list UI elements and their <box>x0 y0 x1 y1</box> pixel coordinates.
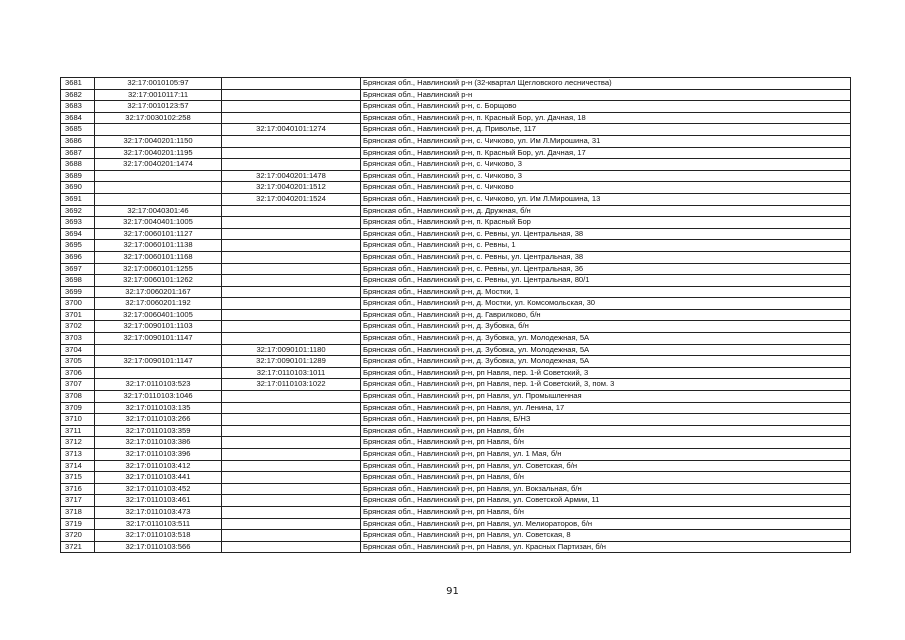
address-cell: Брянская обл., Навлинский р-н, д. Зубовка, ул. Молодежная, 5А <box>361 344 851 356</box>
row-number-cell: 3694 <box>61 228 95 240</box>
address-cell: Брянская обл., Навлинский р-н, д. Зубовка, ул. Молодежная, 5А <box>361 356 851 368</box>
cadastral-number-cell: 32:17:0110103:266 <box>95 414 222 426</box>
table-row <box>61 460 851 472</box>
cadastral-number-alt-cell <box>222 541 361 553</box>
cadastral-number-cell <box>95 124 222 136</box>
cadastral-number-alt-cell <box>222 309 361 321</box>
cadastral-number-cell: 32:17:0040201:1474 <box>95 159 222 171</box>
cadastral-number-alt-cell <box>222 530 361 542</box>
cadastral-number-cell: 32:17:0110103:441 <box>95 472 222 484</box>
cadastral-number-cell: 32:17:0110103:461 <box>95 495 222 507</box>
address-cell: Брянская обл., Навлинский р-н, д. Мостки, 1 <box>361 286 851 298</box>
cadastral-number-alt-cell <box>222 333 361 345</box>
cadastral-number-alt-cell <box>222 228 361 240</box>
address-cell: Брянская обл., Навлинский р-н, с. Чичково <box>361 182 851 194</box>
cadastral-number-cell: 32:17:0010123:57 <box>95 101 222 113</box>
row-number-cell: 3717 <box>61 495 95 507</box>
address-cell: Брянская обл., Навлинский р-н, с. Ревны, ул. Центральная, 80/1 <box>361 275 851 287</box>
address-cell: Брянская обл., Навлинский р-н, рп Навля, б/н <box>361 506 851 518</box>
cadastral-number-cell: 32:17:0060201:192 <box>95 298 222 310</box>
address-cell: Брянская обл., Навлинский р-н, рп Навля, пер. 1-й Советский, 3, пом. 3 <box>361 379 851 391</box>
cadastral-number-alt-cell: 32:17:0040201:1478 <box>222 170 361 182</box>
address-cell: Брянская обл., Навлинский р-н, рп Навля, ул. Красных Партизан, б/н <box>361 541 851 553</box>
table-row <box>61 89 851 101</box>
cadastral-number-alt-cell <box>222 425 361 437</box>
cadastral-number-cell: 32:17:0110103:1046 <box>95 391 222 403</box>
cadastral-number-cell: 32:17:0110103:518 <box>95 530 222 542</box>
table-row <box>61 530 851 542</box>
row-number-cell: 3690 <box>61 182 95 194</box>
cadastral-number-cell: 32:17:0040201:1150 <box>95 135 222 147</box>
table-row <box>61 518 851 530</box>
address-cell: Брянская обл., Навлинский р-н, рп Навля, ул. Советской Армии, 11 <box>361 495 851 507</box>
cadastral-number-alt-cell <box>222 147 361 159</box>
row-number-cell: 3684 <box>61 112 95 124</box>
cadastral-number-cell: 32:17:0060401:1005 <box>95 309 222 321</box>
row-number-cell: 3686 <box>61 135 95 147</box>
cadastral-number-alt-cell: 32:17:0040101:1274 <box>222 124 361 136</box>
row-number-cell: 3708 <box>61 391 95 403</box>
table-row <box>61 240 851 252</box>
row-number-cell: 3692 <box>61 205 95 217</box>
table-row <box>61 263 851 275</box>
row-number-cell: 3688 <box>61 159 95 171</box>
cadastral-number-alt-cell <box>222 112 361 124</box>
table-row <box>61 275 851 287</box>
cadastral-number-alt-cell <box>222 251 361 263</box>
table-row <box>61 112 851 124</box>
table-row <box>61 251 851 263</box>
cadastral-number-alt-cell <box>222 101 361 113</box>
cadastral-number-alt-cell <box>222 240 361 252</box>
cadastral-number-cell: 32:17:0040301:46 <box>95 205 222 217</box>
address-cell: Брянская обл., Навлинский р-н, с. Чичково, ул. Им Л.Мирошина, 13 <box>361 193 851 205</box>
row-number-cell: 3693 <box>61 217 95 229</box>
cadastral-number-cell: 32:17:0090101:1147 <box>95 356 222 368</box>
address-cell: Брянская обл., Навлинский р-н, с. Ревны, ул. Центральная, 36 <box>361 263 851 275</box>
row-number-cell: 3710 <box>61 414 95 426</box>
row-number-cell: 3682 <box>61 89 95 101</box>
cadastral-number-cell: 32:17:0030102:258 <box>95 112 222 124</box>
table-row <box>61 309 851 321</box>
row-number-cell: 3712 <box>61 437 95 449</box>
address-cell: Брянская обл., Навлинский р-н, п. Красный Бор, ул. Дачная, 17 <box>361 147 851 159</box>
address-cell: Брянская обл., Навлинский р-н, с. Ревны, 1 <box>361 240 851 252</box>
cadastral-number-cell: 32:17:0060101:1127 <box>95 228 222 240</box>
row-number-cell: 3711 <box>61 425 95 437</box>
row-number-cell: 3715 <box>61 472 95 484</box>
cadastral-number-alt-cell <box>222 321 361 333</box>
table-row <box>61 402 851 414</box>
registry-table-body <box>61 78 851 553</box>
cadastral-number-cell: 32:17:0110103:135 <box>95 402 222 414</box>
table-row <box>61 101 851 113</box>
cadastral-number-cell: 32:17:0110103:566 <box>95 541 222 553</box>
address-cell: Брянская обл., Навлинский р-н, рп Навля, ул. Мелиораторов, б/н <box>361 518 851 530</box>
table-row <box>61 541 851 553</box>
row-number-cell: 3720 <box>61 530 95 542</box>
cadastral-number-alt-cell: 32:17:0040201:1512 <box>222 182 361 194</box>
cadastral-number-alt-cell <box>222 506 361 518</box>
table-row <box>61 425 851 437</box>
cadastral-number-cell: 32:17:0110103:511 <box>95 518 222 530</box>
address-cell: Брянская обл., Навлинский р-н, рп Навля, б/н <box>361 437 851 449</box>
row-number-cell: 3707 <box>61 379 95 391</box>
cadastral-number-cell: 32:17:0110103:452 <box>95 483 222 495</box>
table-row <box>61 391 851 403</box>
page-number: 91 <box>446 586 459 597</box>
address-cell: Брянская обл., Навлинский р-н, д. Зубовка, б/н <box>361 321 851 333</box>
cadastral-number-cell: 32:17:0110103:396 <box>95 449 222 461</box>
table-row <box>61 124 851 136</box>
cadastral-number-cell <box>95 170 222 182</box>
table-row <box>61 414 851 426</box>
cadastral-number-cell: 32:17:0060101:1262 <box>95 275 222 287</box>
address-cell: Брянская обл., Навлинский р-н, рп Навля, пер. 1-й Советский, 3 <box>361 367 851 379</box>
row-number-cell: 3691 <box>61 193 95 205</box>
cadastral-number-alt-cell <box>222 518 361 530</box>
table-row <box>61 437 851 449</box>
cadastral-number-cell: 32:17:0010117:11 <box>95 89 222 101</box>
address-cell: Брянская обл., Навлинский р-н, рп Навля, ул. Советская, 8 <box>361 530 851 542</box>
row-number-cell: 3713 <box>61 449 95 461</box>
address-cell: Брянская обл., Навлинский р-н, д. Приволье, 117 <box>361 124 851 136</box>
row-number-cell: 3683 <box>61 101 95 113</box>
cadastral-number-alt-cell <box>222 275 361 287</box>
table-row <box>61 472 851 484</box>
address-cell: Брянская обл., Навлинский р-н, д. Гаврилково, б/н <box>361 309 851 321</box>
table-row <box>61 78 851 90</box>
registry-table <box>60 77 851 553</box>
table-row <box>61 333 851 345</box>
address-cell: Брянская обл., Навлинский р-н, с. Борщово <box>361 101 851 113</box>
address-cell: Брянская обл., Навлинский р-н, д. Дружная, б/н <box>361 205 851 217</box>
cadastral-number-cell: 32:17:0090101:1103 <box>95 321 222 333</box>
table-row <box>61 344 851 356</box>
cadastral-number-alt-cell <box>222 286 361 298</box>
row-number-cell: 3704 <box>61 344 95 356</box>
address-cell: Брянская обл., Навлинский р-н, с. Чичково, 3 <box>361 159 851 171</box>
cadastral-number-cell: 32:17:0110103:523 <box>95 379 222 391</box>
cadastral-number-alt-cell: 32:17:0040201:1524 <box>222 193 361 205</box>
row-number-cell: 3718 <box>61 506 95 518</box>
address-cell: Брянская обл., Навлинский р-н, п. Красный Бор, ул. Дачная, 18 <box>361 112 851 124</box>
cadastral-number-cell: 32:17:0110103:359 <box>95 425 222 437</box>
cadastral-number-cell: 32:17:0040401:1005 <box>95 217 222 229</box>
table-row <box>61 135 851 147</box>
address-cell: Брянская обл., Навлинский р-н, д. Мостки, ул. Комсомольская, 30 <box>361 298 851 310</box>
cadastral-number-cell: 32:17:0040201:1195 <box>95 147 222 159</box>
cadastral-number-alt-cell <box>222 483 361 495</box>
address-cell: Брянская обл., Навлинский р-н, рп Навля, б/н <box>361 472 851 484</box>
row-number-cell: 3706 <box>61 367 95 379</box>
cadastral-number-alt-cell <box>222 449 361 461</box>
cadastral-number-alt-cell <box>222 78 361 90</box>
row-number-cell: 3702 <box>61 321 95 333</box>
table-row <box>61 217 851 229</box>
cadastral-number-alt-cell: 32:17:0110103:1022 <box>222 379 361 391</box>
address-cell: Брянская обл., Навлинский р-н, рп Навля, ул. 1 Мая, б/н <box>361 449 851 461</box>
row-number-cell: 3700 <box>61 298 95 310</box>
address-cell: Брянская обл., Навлинский р-н, с. Ревны, ул. Центральная, 38 <box>361 251 851 263</box>
cadastral-number-cell: 32:17:0090101:1147 <box>95 333 222 345</box>
cadastral-number-alt-cell <box>222 437 361 449</box>
table-row <box>61 367 851 379</box>
cadastral-number-cell <box>95 182 222 194</box>
cadastral-number-alt-cell <box>222 460 361 472</box>
table-row <box>61 205 851 217</box>
row-number-cell: 3721 <box>61 541 95 553</box>
row-number-cell: 3716 <box>61 483 95 495</box>
row-number-cell: 3714 <box>61 460 95 472</box>
cadastral-number-alt-cell <box>222 205 361 217</box>
cadastral-number-cell <box>95 367 222 379</box>
address-cell: Брянская обл., Навлинский р-н, с. Чичково, 3 <box>361 170 851 182</box>
table-row <box>61 170 851 182</box>
address-cell: Брянская обл., Навлинский р-н, рп Навля, б/н <box>361 425 851 437</box>
cadastral-number-cell: 32:17:0060101:1168 <box>95 251 222 263</box>
table-row <box>61 182 851 194</box>
cadastral-number-alt-cell: 32:17:0110103:1011 <box>222 367 361 379</box>
row-number-cell: 3689 <box>61 170 95 182</box>
cadastral-number-alt-cell <box>222 495 361 507</box>
table-row <box>61 449 851 461</box>
address-cell: Брянская обл., Навлинский р-н, рп Навля, ул. Вокзальная, б/н <box>361 483 851 495</box>
address-cell: Брянская обл., Навлинский р-н, рп Навля, ул. Промышленная <box>361 391 851 403</box>
row-number-cell: 3701 <box>61 309 95 321</box>
cadastral-number-alt-cell <box>222 135 361 147</box>
row-number-cell: 3687 <box>61 147 95 159</box>
cadastral-number-cell: 32:17:0110103:473 <box>95 506 222 518</box>
cadastral-number-cell <box>95 193 222 205</box>
address-cell: Брянская обл., Навлинский р-н, рп Навля, Б/НЗ <box>361 414 851 426</box>
cadastral-number-alt-cell <box>222 391 361 403</box>
address-cell: Брянская обл., Навлинский р-н (32-квартал Щегловского лесничества) <box>361 78 851 90</box>
address-cell: Брянская обл., Навлинский р-н, п. Красный Бор <box>361 217 851 229</box>
cadastral-number-alt-cell <box>222 217 361 229</box>
cadastral-number-alt-cell <box>222 89 361 101</box>
row-number-cell: 3698 <box>61 275 95 287</box>
cadastral-number-cell: 32:17:0060201:167 <box>95 286 222 298</box>
table-row <box>61 321 851 333</box>
table-row <box>61 379 851 391</box>
row-number-cell: 3697 <box>61 263 95 275</box>
cadastral-number-cell <box>95 344 222 356</box>
cadastral-number-alt-cell <box>222 263 361 275</box>
row-number-cell: 3705 <box>61 356 95 368</box>
table-row <box>61 159 851 171</box>
address-cell: Брянская обл., Навлинский р-н <box>361 89 851 101</box>
cadastral-number-cell: 32:17:0110103:412 <box>95 460 222 472</box>
table-row <box>61 286 851 298</box>
cadastral-number-alt-cell <box>222 159 361 171</box>
address-cell: Брянская обл., Навлинский р-н, рп Навля, ул. Ленина, 17 <box>361 402 851 414</box>
address-cell: Брянская обл., Навлинский р-н, с. Чичково, ул. Им Л.Мирошина, 31 <box>361 135 851 147</box>
cadastral-number-alt-cell <box>222 298 361 310</box>
cadastral-number-cell: 32:17:0010105:97 <box>95 78 222 90</box>
row-number-cell: 3699 <box>61 286 95 298</box>
address-cell: Брянская обл., Навлинский р-н, рп Навля, ул. Советская, б/н <box>361 460 851 472</box>
address-cell: Брянская обл., Навлинский р-н, д. Зубовка, ул. Молодежная, 5А <box>361 333 851 345</box>
table-row <box>61 193 851 205</box>
table-row <box>61 356 851 368</box>
cadastral-number-alt-cell: 32:17:0090101:1180 <box>222 344 361 356</box>
cadastral-number-cell: 32:17:0110103:386 <box>95 437 222 449</box>
cadastral-number-alt-cell <box>222 472 361 484</box>
row-number-cell: 3709 <box>61 402 95 414</box>
cadastral-number-cell: 32:17:0060101:1138 <box>95 240 222 252</box>
row-number-cell: 3685 <box>61 124 95 136</box>
row-number-cell: 3696 <box>61 251 95 263</box>
row-number-cell: 3703 <box>61 333 95 345</box>
cadastral-number-alt-cell <box>222 402 361 414</box>
table-row <box>61 228 851 240</box>
cadastral-number-alt-cell <box>222 414 361 426</box>
cadastral-number-cell: 32:17:0060101:1255 <box>95 263 222 275</box>
table-row <box>61 147 851 159</box>
table-row <box>61 298 851 310</box>
table-row <box>61 483 851 495</box>
row-number-cell: 3681 <box>61 78 95 90</box>
cadastral-number-alt-cell: 32:17:0090101:1289 <box>222 356 361 368</box>
row-number-cell: 3719 <box>61 518 95 530</box>
table-row <box>61 495 851 507</box>
table-row <box>61 506 851 518</box>
address-cell: Брянская обл., Навлинский р-н, с. Ревны, ул. Центральная, 38 <box>361 228 851 240</box>
row-number-cell: 3695 <box>61 240 95 252</box>
